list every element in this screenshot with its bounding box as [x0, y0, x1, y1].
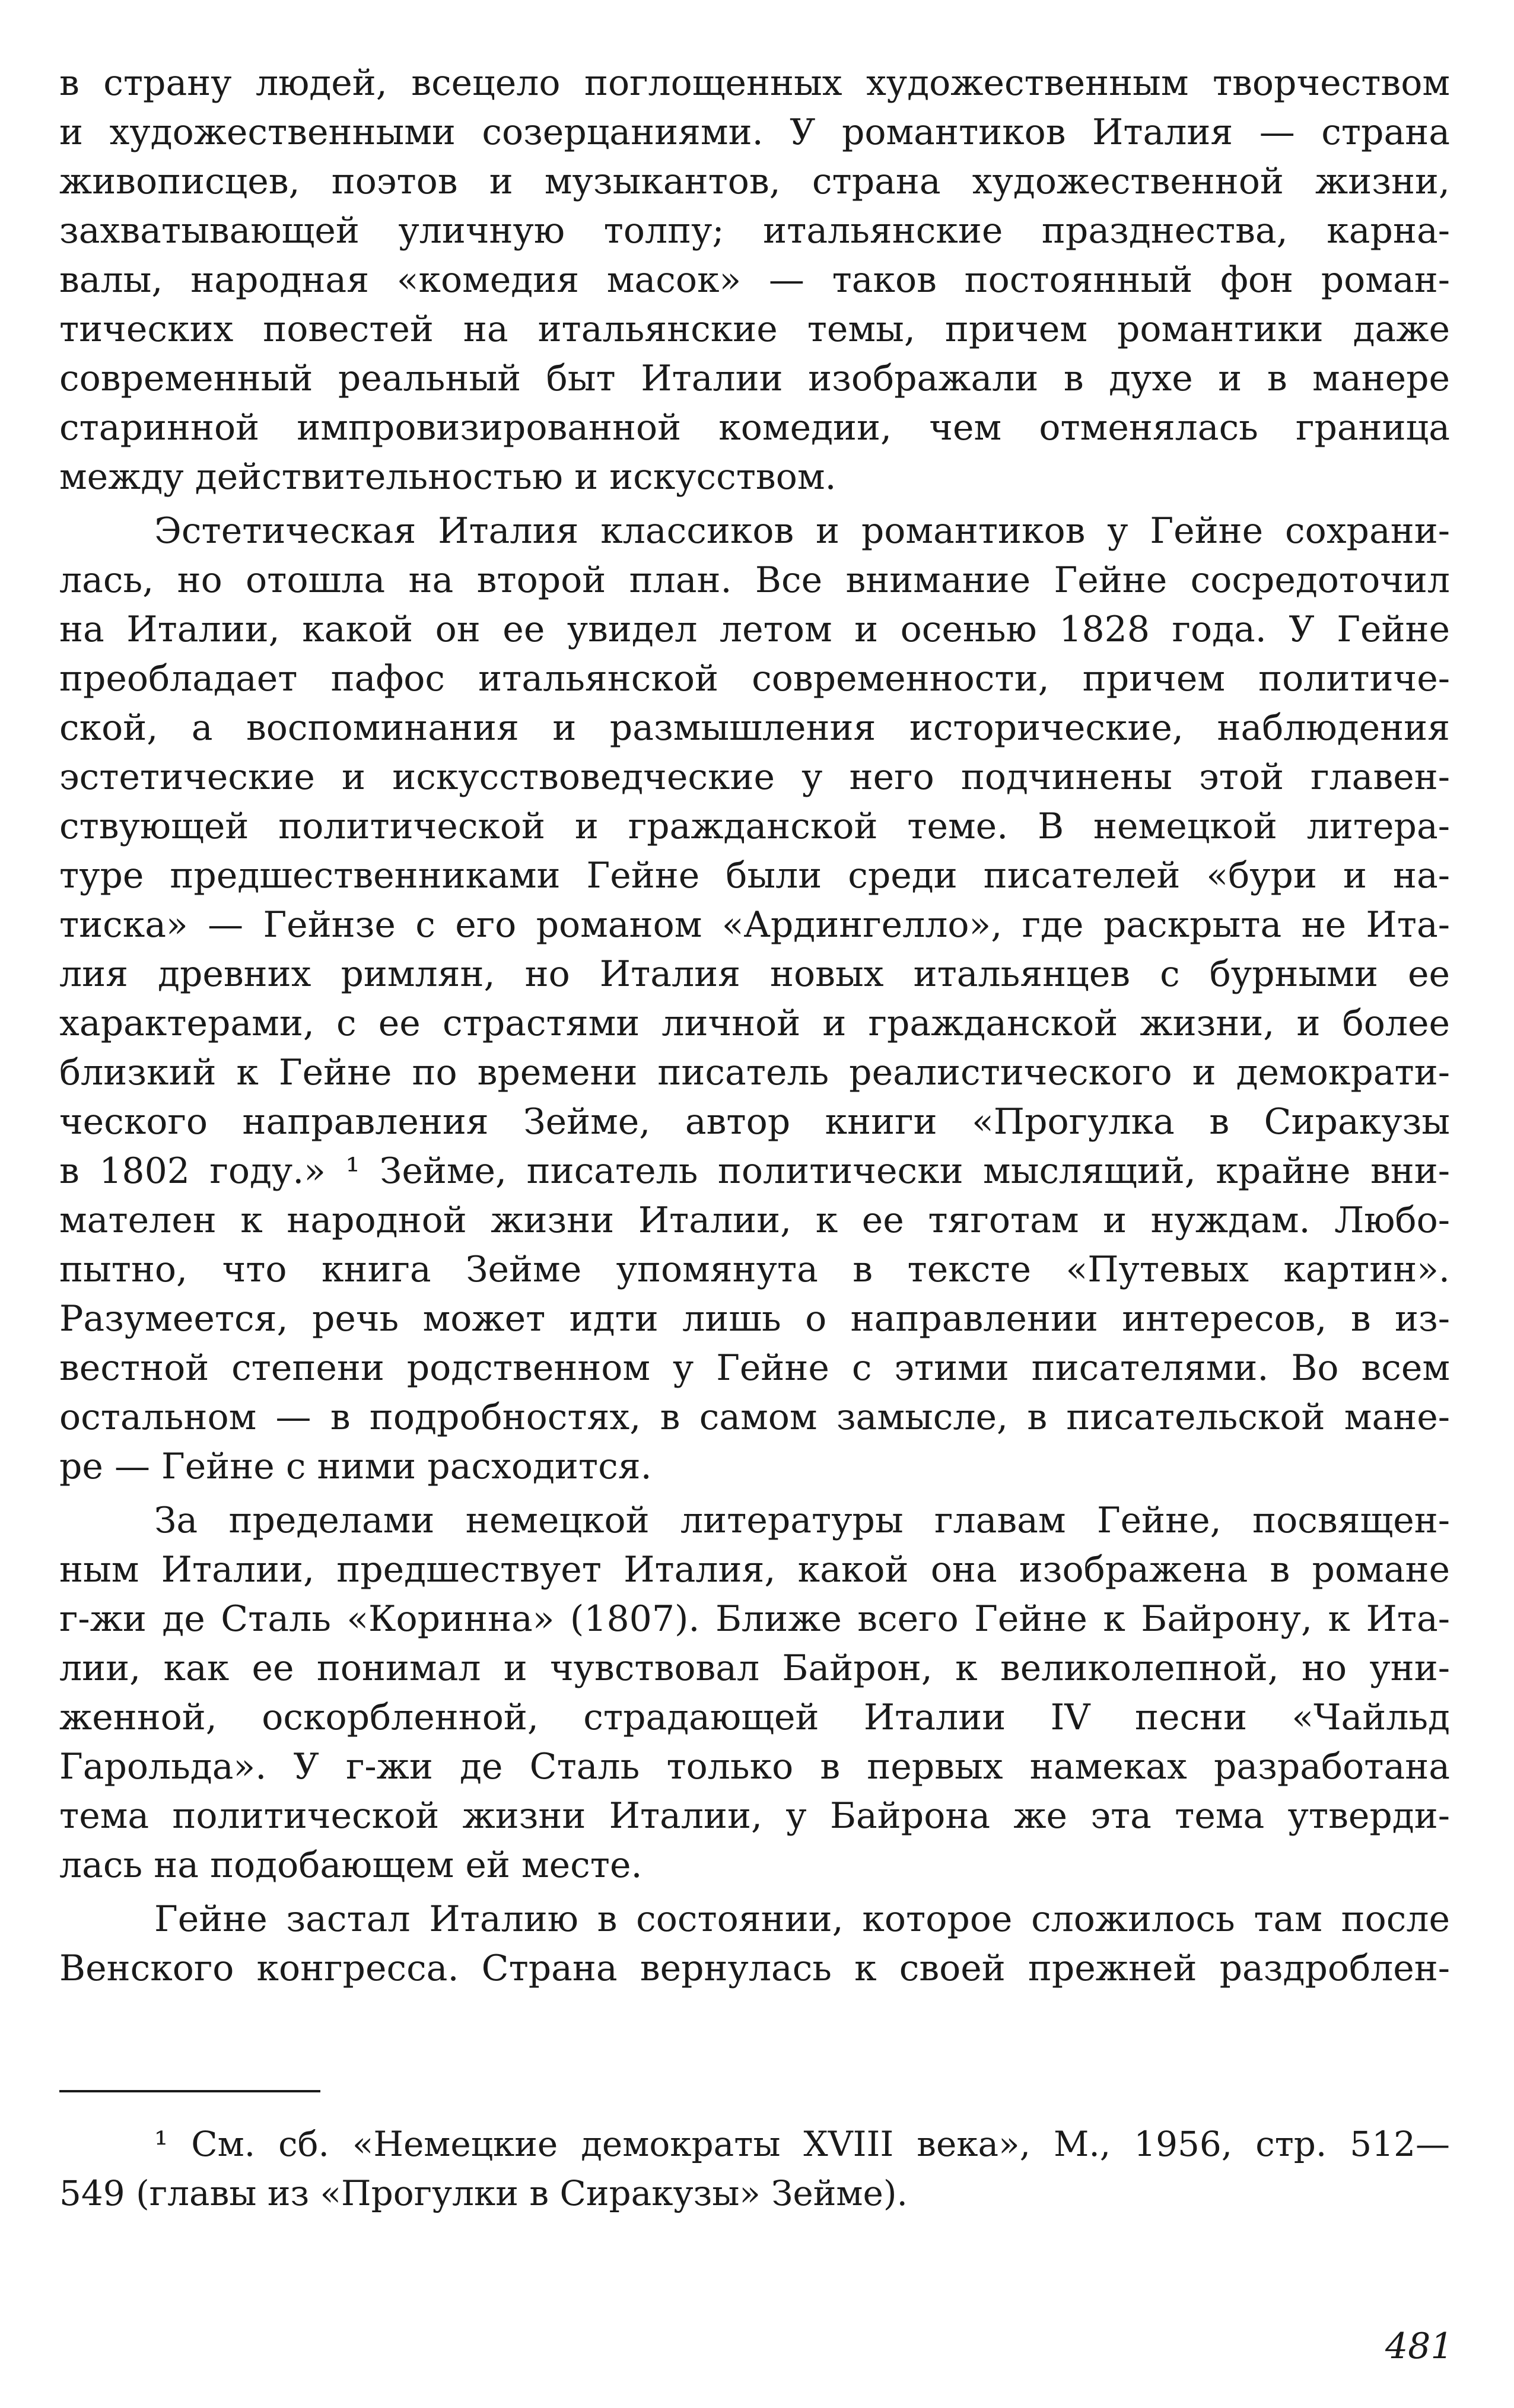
text-line: между действительностью и искусством. — [59, 456, 836, 498]
text-line: ным Италии, предшествует Италия, какой она изображена в романе — [59, 1549, 1450, 1591]
text-line: лия древних римлян, но Италия новых итальянцев с бурными ее — [59, 953, 1450, 995]
text-line: Разумеется, речь может идти лишь о направлении интересов, в из- — [59, 1298, 1450, 1340]
text-line: ствующей политической и гражданской теме. В немецкой литера- — [59, 806, 1450, 847]
page-number: 481 — [1385, 2326, 1453, 2367]
footnote-separator — [59, 2090, 320, 2092]
text-line: валы, народная «комедия масок» — таков постоянный фон роман- — [59, 259, 1450, 301]
text-line: современный реальный быт Италии изображали в духе и в манере — [59, 358, 1450, 399]
text-line: ческого направления Зейме, автор книги «Прогулка в Сиракузы — [59, 1101, 1450, 1143]
footnote-line: ¹ См. сб. «Немецкие демократы XVIII века», М., 1956, стр. 512— — [154, 2124, 1450, 2164]
text-line: вестной степени родственном у Гейне с этими писателями. Во всем — [59, 1347, 1450, 1389]
text-line: лась, но отошла на второй план. Все внимание Гейне сосредоточил — [59, 559, 1450, 601]
text-line: преобладает пафос итальянской современности, причем политиче- — [59, 658, 1450, 699]
text-line: на Италии, какой он ее увидел летом и осенью 1828 года. У Гейне — [59, 609, 1450, 650]
text-line: туре предшественниками Гейне были среди писателей «бури и на- — [59, 855, 1450, 896]
text-line: лии, как ее понимал и чувствовал Байрон, к великолепной, но уни- — [59, 1647, 1450, 1689]
text-line: Гейне застал Италию в состоянии, которое сложилось там после — [154, 1898, 1450, 1940]
text-line: Гарольда». У г-жи де Сталь только в первых намеках разработана — [59, 1746, 1450, 1787]
text-line: близкий к Гейне по времени писатель реалистического и демократи- — [59, 1052, 1450, 1093]
text-line: Эстетическая Италия классиков и романтиков у Гейне сохрани- — [154, 510, 1450, 552]
text-line: лась на подобающем ей месте. — [59, 1844, 643, 1886]
text-line: и художественными созерцаниями. У романтиков Италия — страна — [59, 112, 1450, 153]
text-line: в страну людей, всецело поглощенных художественным творчеством — [59, 62, 1450, 104]
text-line: ской, а воспоминания и размышления исторические, наблюдения — [59, 707, 1450, 749]
text-line: г-жи де Сталь «Коринна» (1807). Ближе всего Гейне к Байрону, к Ита- — [59, 1598, 1450, 1640]
text-line: остальном — в подробностях, в самом замысле, в писательской мане- — [59, 1397, 1450, 1438]
text-line: мателен к народной жизни Италии, к ее тяготам и нуждам. Любо- — [59, 1200, 1450, 1241]
text-line: Венского конгресса. Страна вернулась к своей прежней раздроблен- — [59, 1948, 1450, 1989]
text-line: пытно, что книга Зейме упомянута в тексте «Путевых картин». — [59, 1249, 1450, 1290]
footnote-line: 549 (главы из «Прогулки в Сиракузы» Зейме). — [59, 2173, 908, 2213]
text-line: старинной импровизированной комедии, чем отменялась граница — [59, 407, 1450, 448]
text-line: характерами, с ее страстями личной и гражданской жизни, и более — [59, 1003, 1450, 1044]
text-line: захватывающей уличную толпу; итальянские празднества, карна- — [59, 210, 1450, 252]
text-line: живописцев, поэтов и музыкантов, страна художественной жизни, — [59, 161, 1450, 202]
text-line: За пределами немецкой литературы главам Гейне, посвящен- — [154, 1500, 1450, 1541]
text-line: тиска» — Гейнзе с его романом «Ардингелло», где раскрыта не Ита- — [59, 904, 1450, 946]
text-line: эстетические и искусствоведческие у него подчинены этой главен- — [59, 756, 1450, 798]
text-line: ре — Гейне с ними расходится. — [59, 1446, 652, 1487]
text-line: тических повестей на итальянские темы, причем романтики даже — [59, 308, 1450, 350]
text-line: в 1802 году.» ¹ Зейме, писатель политически мыслящий, крайне вни- — [59, 1150, 1450, 1192]
text-line: тема политической жизни Италии, у Байрона же эта тема утверди- — [59, 1795, 1450, 1837]
text-line: женной, оскорбленной, страдающей Италии IV песни «Чайльд — [59, 1697, 1450, 1738]
